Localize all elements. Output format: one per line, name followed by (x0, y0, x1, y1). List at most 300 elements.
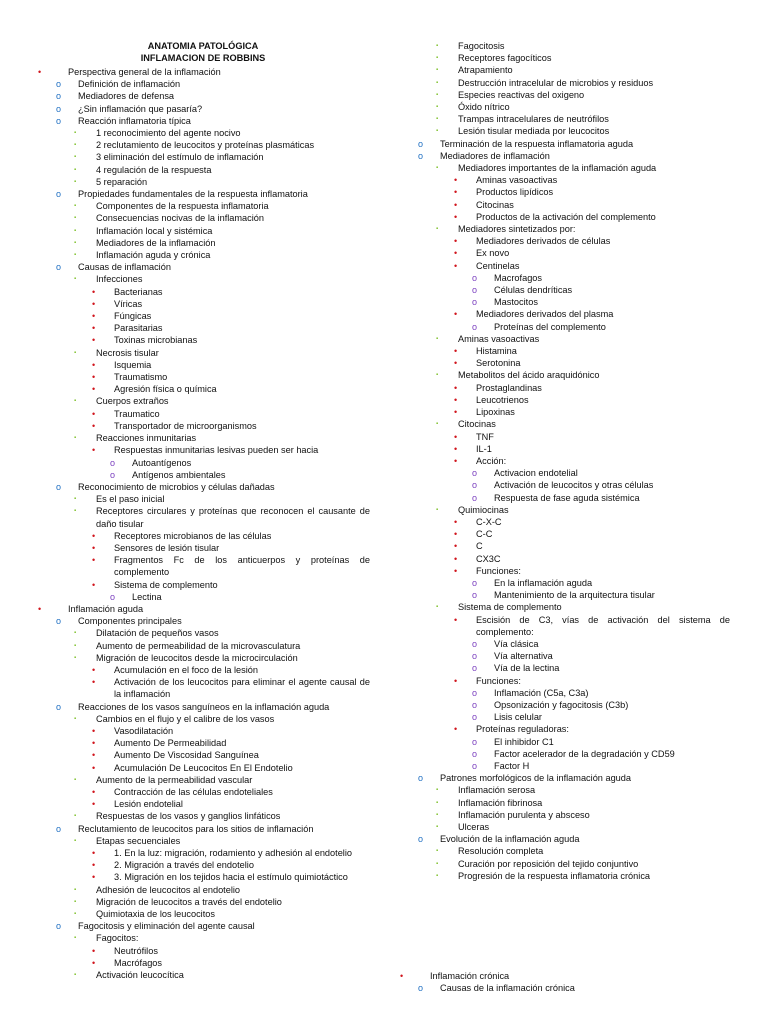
outline-item-text: Sistema de complemento (458, 602, 562, 613)
bullet-icon: o (56, 823, 62, 834)
outline-item-text: Reacción inflamatoria típica (78, 115, 191, 126)
bullet-icon: • (454, 260, 458, 271)
bullet-icon: • (38, 603, 42, 614)
outline-item-text: Reacciones inmunitarias (96, 433, 197, 444)
outline-item (400, 821, 730, 833)
outline-item-text: Mediadores sintetizados por: (458, 224, 576, 235)
bullet-icon: o (110, 469, 116, 480)
outline-item-text: Inflamación serosa (458, 785, 536, 796)
outline-item-text: Traumatico (114, 408, 160, 419)
outline-item (400, 418, 730, 430)
outline-item-text: C-X-C (476, 516, 502, 527)
outline-item-text: 2. Migración a través del endotelio (114, 860, 254, 871)
outline-item-text: Metabolitos del ácido araquidónico (458, 370, 600, 381)
outline-item-text: Centinelas (476, 260, 520, 271)
outline-item-text: Sensores de lesión tisular (114, 542, 220, 553)
bullet-icon: • (454, 541, 458, 552)
bullet-icon: • (454, 346, 458, 357)
outline-item (30, 957, 370, 969)
outline-item-text: Progresión de la respuesta inflamatoria crónica (458, 870, 651, 881)
outline-item-text: Proteínas del complemento (494, 321, 606, 332)
bullet-icon: • (92, 750, 96, 761)
outline-item-text: Fúngicas (114, 311, 152, 322)
outline-item (30, 664, 370, 676)
outline-item-text: Receptores circulares y proteínas que reconocen el causante de daño tisular (96, 506, 370, 529)
bullet-icon: ▪ (74, 239, 77, 246)
outline-item-text: Parasitarias (114, 323, 163, 334)
outline-item (400, 528, 730, 540)
outline-item (30, 273, 370, 285)
bullet-icon: • (454, 199, 458, 210)
bullet-icon: ▪ (436, 811, 439, 818)
outline-item (30, 103, 370, 115)
outline-item (30, 225, 370, 237)
outline-item (400, 382, 730, 394)
outline-item (30, 896, 370, 908)
bullet-icon: ▪ (74, 898, 77, 905)
outline-item (400, 308, 730, 320)
outline-item-text: 3. Migración en los tejidos hacia el estímulo quimiotáctico (114, 872, 348, 883)
bullet-icon: ▪ (74, 215, 77, 222)
bullet-icon: ▪ (74, 508, 77, 515)
bullet-icon: • (92, 323, 96, 334)
bullet-icon: • (92, 372, 96, 383)
bullet-icon: o (472, 468, 478, 479)
bullet-icon: ▪ (436, 43, 439, 49)
outline-item-text: Definición de inflamación (78, 79, 181, 90)
outline-item (30, 749, 370, 761)
outline-item-text: Antígenos ambientales (132, 469, 226, 480)
bullet-icon: • (454, 529, 458, 540)
bullet-icon: o (472, 712, 478, 723)
outline-item (30, 139, 370, 151)
outline-item-text: Inflamación local y sistémica (96, 225, 213, 236)
bullet-icon: ▪ (436, 824, 439, 830)
bullet-icon: o (472, 638, 478, 649)
outline-item-text: Factor acelerador de la degradación y CD59 (494, 748, 675, 759)
outline-item-text: Prostaglandinas (476, 382, 542, 393)
outline-item-text: Leucotrienos (476, 394, 529, 405)
outline-item-text: Acción: (476, 455, 507, 466)
outline-item-text: Fragmentos Fc de los anticuerpos y proteínas de complemento (114, 555, 370, 578)
outline-item (30, 347, 370, 359)
outline-item-text: Ex novo (476, 248, 510, 259)
outline-item (400, 970, 730, 982)
outline-item-text: Lisis celular (494, 712, 542, 723)
outline-item (30, 579, 370, 591)
outline-item (400, 614, 730, 638)
outline-item (400, 333, 730, 345)
bullet-icon: • (454, 675, 458, 686)
bullet-icon: • (454, 431, 458, 442)
outline-item-text: Fagocitosis y eliminación del agente causal (78, 921, 255, 932)
bullet-icon: o (418, 150, 424, 161)
outline-item-text: El inhibidor C1 (494, 736, 554, 747)
outline-item (30, 322, 370, 334)
outline-item-text: Cambios en el flujo y el calibre de los vasos (96, 713, 275, 724)
outline-item (30, 432, 370, 444)
outline-item-text: Necrosis tisular (96, 347, 159, 358)
outline-item (30, 847, 370, 859)
outline-item (400, 492, 730, 504)
outline-item (400, 235, 730, 247)
outline-item (30, 932, 370, 944)
outline-item-text: Funciones: (476, 565, 521, 576)
outline-item (30, 444, 370, 456)
outline-item-text: Aumento De Permeabilidad (114, 738, 227, 749)
outline-item (30, 798, 370, 810)
bullet-icon: • (92, 530, 96, 541)
outline-item-text: Activacion endotelial (494, 468, 578, 479)
bullet-icon: ▪ (436, 226, 439, 233)
outline-item-text: Curación por reposición del tejido conjuntivo (458, 858, 639, 869)
outline-item (400, 321, 730, 333)
outline-item-text: 5 reparación (96, 176, 148, 187)
outline-item (30, 627, 370, 639)
bullet-icon: o (56, 103, 62, 114)
outline-item (30, 78, 370, 90)
bullet-icon: • (454, 614, 458, 625)
bullet-icon: • (454, 358, 458, 369)
bullet-icon: o (56, 481, 62, 492)
outline-item-text: Traumatismo (114, 372, 168, 383)
outline-item (400, 223, 730, 235)
spacer (400, 882, 730, 970)
outline-item (400, 797, 730, 809)
outline-item (400, 650, 730, 662)
outline-item (30, 395, 370, 407)
outline-item-text: Mediadores importantes de la inflamación aguda (458, 163, 657, 174)
bullet-icon: ▪ (74, 130, 77, 137)
bullet-icon: • (92, 298, 96, 309)
bullet-icon: o (472, 663, 478, 674)
outline-item-text: Cuerpos extraños (96, 396, 169, 407)
outline-item-text: Citocinas (458, 419, 496, 430)
outline-item-text: IL-1 (476, 443, 492, 454)
outline-item-text: C (476, 541, 483, 552)
outline-item (400, 601, 730, 613)
bullet-icon: ▪ (74, 972, 77, 979)
bullet-icon: • (454, 187, 458, 198)
outline-item (30, 969, 370, 981)
outline-item-text: Activación leucocítica (96, 970, 184, 981)
bullet-icon: • (92, 420, 96, 431)
outline-item-text: Respuesta de fase aguda sistémica (494, 492, 640, 503)
outline-item-text: Mediadores de defensa (78, 91, 175, 102)
bullet-icon: • (400, 971, 404, 982)
bullet-icon: o (472, 577, 478, 588)
outline-item-text: Respuestas de los vasos y ganglios linfáticos (96, 811, 281, 822)
outline-item (30, 603, 370, 615)
outline-item (30, 652, 370, 664)
outline-item (30, 469, 370, 481)
outline-item-text: Serotonina (476, 358, 521, 369)
outline-item-text: Mediadores derivados del plasma (476, 309, 614, 320)
bullet-icon: ▪ (436, 799, 439, 806)
outline-item-text: Migración de leucocitos a través del endotelio (96, 896, 282, 907)
outline-item-text: En la inflamación aguda (494, 577, 593, 588)
outline-item (30, 774, 370, 786)
bullet-icon: ▪ (74, 715, 77, 722)
outline-item (30, 542, 370, 554)
outline-item-text: Causas de la inflamación crónica (440, 983, 575, 994)
outline-item (400, 589, 730, 601)
bullet-icon: • (92, 957, 96, 968)
bullet-icon: ▪ (74, 496, 77, 503)
outline-item (30, 457, 370, 469)
bullet-icon: o (56, 189, 62, 200)
outline-item (400, 577, 730, 589)
bullet-icon: • (92, 664, 96, 675)
bullet-icon: o (472, 687, 478, 698)
bullet-icon: o (418, 773, 424, 784)
bullet-icon: • (92, 860, 96, 871)
outline-item (30, 945, 370, 957)
outline-item (400, 101, 730, 113)
outline-item-text: Histamina (476, 346, 517, 357)
outline-item (30, 408, 370, 420)
bullet-icon: • (92, 579, 96, 590)
outline-item (400, 211, 730, 223)
bullet-icon: ▪ (74, 349, 77, 356)
outline-item (400, 284, 730, 296)
outline-item-text: Inflamación (C5a, C3a) (494, 687, 589, 698)
outline-item-text: Componentes principales (78, 616, 182, 627)
outline-item-text: Transportador de microorganismos (114, 420, 257, 431)
outline-item (400, 113, 730, 125)
outline-item-text: Toxinas microbianas (114, 335, 198, 346)
outline-item-text: Sistema de complemento (114, 579, 218, 590)
outline-item-text: Aminas vasoactivas (476, 175, 558, 186)
bullet-icon: • (454, 516, 458, 527)
outline-item-text: Perspectiva general de la inflamación (68, 67, 221, 77)
outline-item (400, 845, 730, 857)
outline-item-text: Macrofagos (494, 272, 543, 283)
bullet-icon: • (454, 443, 458, 454)
outline-item (400, 247, 730, 259)
bullet-icon: o (56, 701, 62, 712)
outline-item (30, 176, 370, 188)
bullet-icon: o (56, 616, 62, 627)
outline-item-text: Proteínas reguladoras: (476, 724, 569, 735)
outline-item-text: Especies reactivas del oxigeno (458, 89, 585, 100)
bullet-icon: o (418, 834, 424, 845)
outline-item (400, 809, 730, 821)
bullet-icon: ▪ (74, 837, 77, 844)
outline-item (30, 249, 370, 261)
outline-item-text: Neutrófilos (114, 945, 158, 956)
outline-item-text: Células dendríticas (494, 285, 573, 296)
bullet-icon: ▪ (74, 776, 77, 783)
outline-item (400, 77, 730, 89)
outline-item (30, 90, 370, 102)
outline-item-text: Activación de los leucocitos para eliminar el agente causal de la inflamación (114, 677, 370, 700)
bullet-icon: ▪ (436, 335, 439, 342)
outline-item (400, 870, 730, 882)
outline-item (400, 723, 730, 735)
bullet-icon: o (472, 272, 478, 283)
outline-item-text: Reconocimiento de microbios y células dañadas (78, 481, 275, 492)
outline-item-text: Aumento de la permeabilidad vascular (96, 774, 253, 785)
outline-item-text: 1 reconocimiento del agente nocivo (96, 128, 241, 139)
bullet-icon: o (472, 736, 478, 747)
bullet-icon: • (92, 762, 96, 773)
bullet-icon: • (454, 394, 458, 405)
outline-item-text: Mediadores derivados de células (476, 236, 611, 247)
outline-item-text: Mastocitos (494, 297, 538, 308)
bullet-icon: o (472, 492, 478, 503)
outline-item (400, 772, 730, 784)
outline-item-text: Lesión tisular mediada por leucocitos (458, 126, 610, 137)
outline-item-text: Factor H (494, 760, 530, 771)
outline-item-text: Receptores microbianos de las células (114, 530, 272, 541)
bullet-icon: ▪ (436, 372, 439, 379)
outline-item-text: Resolución completa (458, 846, 544, 857)
outline-item-text: Vasodilatación (114, 725, 174, 736)
outline-item (400, 199, 730, 211)
outline-item-text: Vía de la lectina (494, 663, 560, 674)
bullet-icon: o (418, 983, 424, 994)
outline-item-text: Isquemia (114, 359, 152, 370)
bullet-icon: • (92, 677, 96, 688)
outline-item-text: 1. En la luz: migración, rodamiento y adhesión al endotelio (114, 848, 352, 858)
outline-item-text: Funciones: (476, 675, 521, 686)
bullet-icon: • (92, 286, 96, 297)
bullet-icon: • (454, 565, 458, 576)
bullet-icon: ▪ (74, 642, 77, 649)
outline-item-text: 3 eliminación del estímulo de inflamación (96, 152, 264, 163)
bullet-icon: • (92, 725, 96, 736)
bullet-icon: • (92, 311, 96, 322)
bullet-icon: ▪ (436, 848, 439, 855)
outline-item (400, 687, 730, 699)
outline-item-text: Respuestas inmunitarias lesivas pueden ser hacia (114, 445, 319, 456)
outline-item (30, 823, 370, 835)
outline-item-text: Componentes de la respuesta inflamatoria (96, 201, 269, 212)
outline-item-text: Bacterianas (114, 286, 163, 297)
bullet-icon: o (56, 262, 62, 273)
bullet-icon: o (472, 297, 478, 308)
outline-item (30, 786, 370, 798)
outline-item (400, 784, 730, 796)
bullet-icon: o (472, 590, 478, 601)
bullet-icon: ▪ (74, 654, 77, 661)
outline-item-text: Agresión física o química (114, 384, 217, 395)
bullet-icon: ▪ (74, 178, 77, 185)
bullet-icon: ▪ (436, 67, 439, 74)
outline-item (400, 40, 730, 52)
outline-item-text: Ulceras (458, 822, 490, 832)
outline-item-text: Lesión endotelial (114, 799, 183, 810)
bullet-icon: ▪ (436, 604, 439, 611)
bullet-icon: ▪ (74, 911, 77, 918)
outline-item (30, 676, 370, 700)
outline-item (30, 164, 370, 176)
outline-item (30, 505, 370, 529)
bullet-icon: • (92, 542, 96, 553)
outline-item-text: Lectina (132, 591, 162, 602)
outline-item (400, 125, 730, 137)
bullet-icon: • (92, 738, 96, 749)
outline-item-text: Propiedades fundamentales de la respuesta inflamatoria (78, 189, 308, 200)
outline-item (30, 359, 370, 371)
bullet-icon: o (472, 321, 478, 332)
bullet-icon: • (454, 248, 458, 259)
bullet-icon: ▪ (436, 165, 439, 172)
outline-item (30, 310, 370, 322)
outline-item (30, 298, 370, 310)
outline-item (30, 859, 370, 871)
outline-item-text: Vía alternativa (494, 651, 553, 662)
outline-item-text: Contracción de las células endoteliales (114, 786, 273, 797)
bullet-icon: • (92, 384, 96, 395)
bullet-icon: ▪ (74, 166, 77, 173)
bullet-icon: • (454, 724, 458, 735)
bullet-icon: o (110, 591, 116, 602)
bullet-icon: • (92, 799, 96, 810)
outline-item (30, 334, 370, 346)
outline-item (30, 725, 370, 737)
bullet-icon: ▪ (74, 813, 77, 820)
bullet-icon: ▪ (436, 104, 439, 111)
outline-item-text: Inflamación crónica (430, 971, 510, 982)
outline-item-text: Migración de leucocitos desde la microcirculación (96, 652, 298, 663)
document-subtitle: INFLAMACION DE ROBBINS (140, 53, 266, 63)
bullet-icon: • (38, 67, 42, 77)
outline-item (30, 200, 370, 212)
bullet-icon: o (56, 91, 62, 102)
outline-item (400, 150, 730, 162)
outline-item (400, 64, 730, 76)
outline-item (400, 162, 730, 174)
bullet-icon: ▪ (74, 630, 77, 637)
bullet-icon: o (472, 699, 478, 710)
outline-item-text: Acumulación De Leucocitos En El Endotelio (114, 762, 293, 773)
outline-item (30, 835, 370, 847)
bullet-icon: ▪ (74, 276, 77, 283)
outline-item (30, 212, 370, 224)
bullet-icon: ▪ (74, 435, 77, 442)
outline-item (30, 640, 370, 652)
bullet-icon: • (92, 555, 96, 566)
outline-item (400, 516, 730, 528)
outline-item-text: Macrófagos (114, 957, 163, 968)
outline-item-text: Terminación de la respuesta inflamatoria aguda (440, 138, 634, 149)
bullet-icon: ▪ (74, 203, 77, 210)
bullet-icon: ▪ (74, 142, 77, 149)
outline-item (400, 982, 730, 994)
outline-item (30, 127, 370, 139)
bullet-icon: ▪ (74, 252, 77, 259)
outline-item (30, 701, 370, 713)
outline-item-text: Aminas vasoactivas (458, 333, 540, 344)
outline-item-text: Víricas (114, 298, 143, 309)
bullet-icon: • (92, 786, 96, 797)
outline-item (400, 711, 730, 723)
outline-item (400, 699, 730, 711)
outline-item-text: Opsonización y fagocitosis (C3b) (494, 699, 629, 710)
bullet-icon: • (454, 553, 458, 564)
outline-item (30, 286, 370, 298)
outline-item (30, 737, 370, 749)
outline-item (30, 554, 370, 578)
outline-item-text: Fagocitosis (458, 41, 505, 51)
outline-item (400, 272, 730, 284)
outline-item (30, 493, 370, 505)
bullet-icon: ▪ (74, 154, 77, 161)
outline-item-text: Inflamación aguda (68, 603, 144, 614)
bullet-icon: ▪ (436, 79, 439, 86)
